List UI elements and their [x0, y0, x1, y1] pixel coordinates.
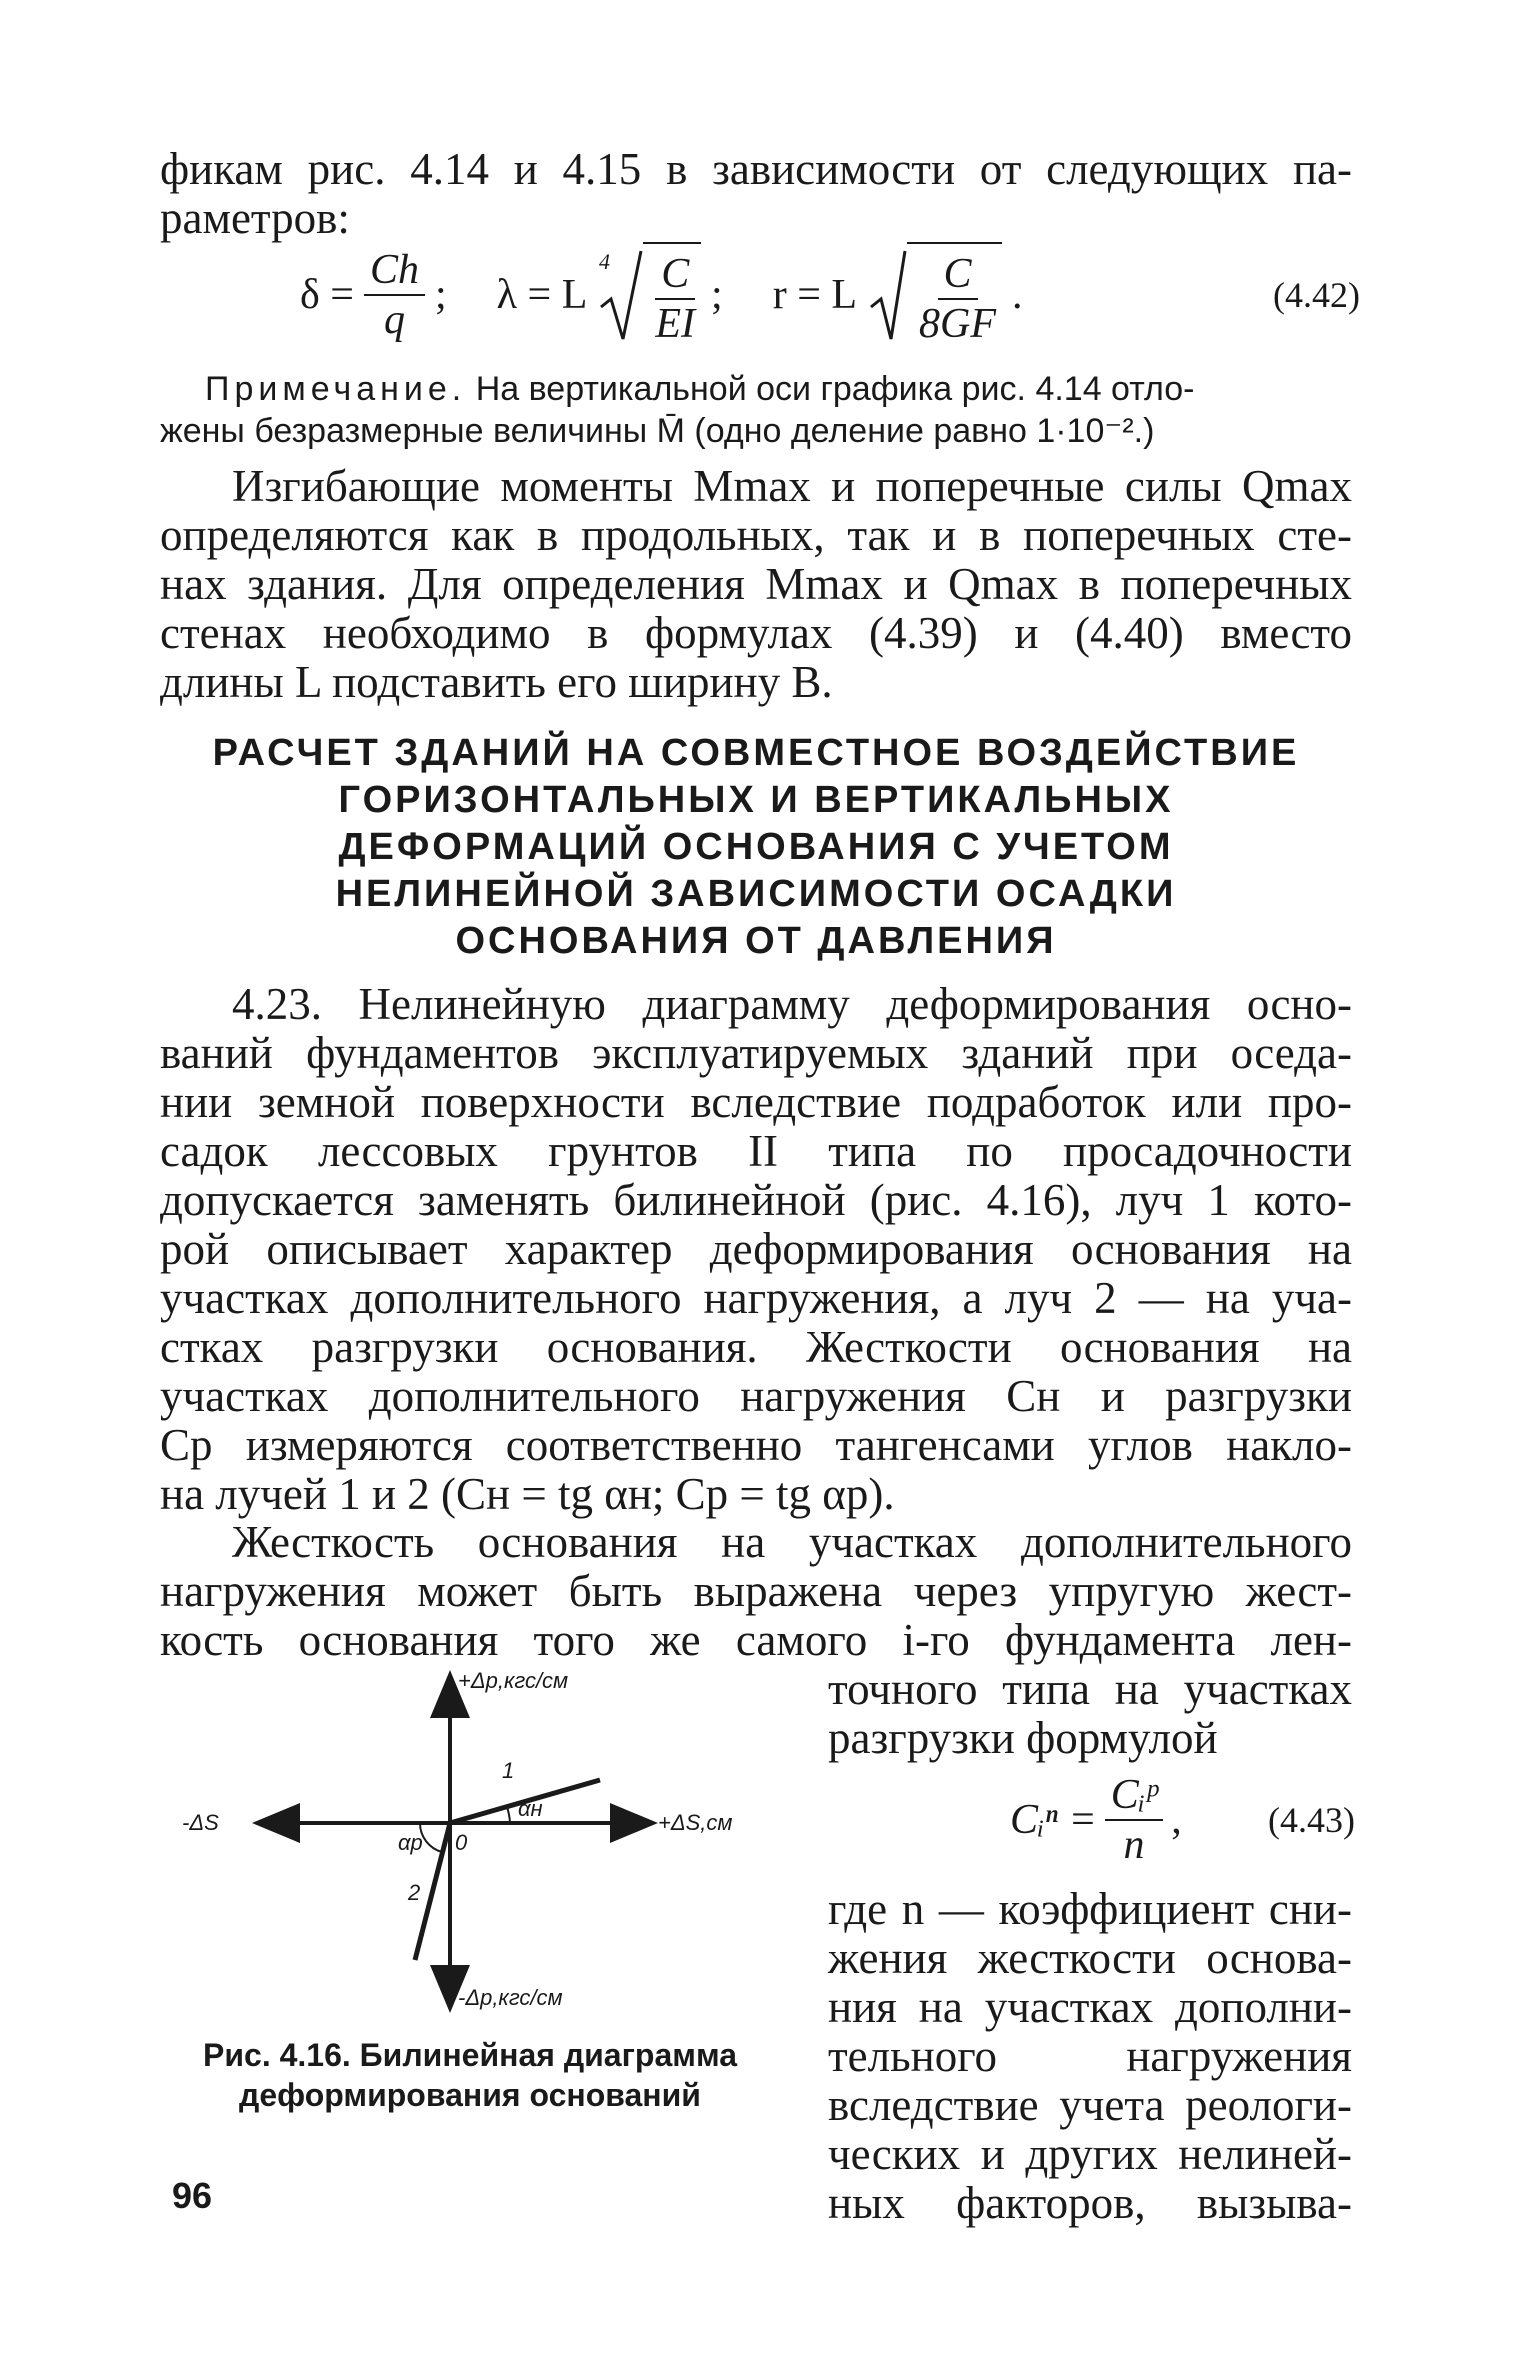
- angle-arc-n: [507, 1807, 510, 1823]
- r-numerator: C: [938, 250, 978, 300]
- f443-fraction: [1105, 1771, 1164, 1869]
- moments-line-2: определяются как в продольных, так и в поперечных сте-: [160, 510, 1352, 560]
- moments-line-3: нах здания. Для определения Mmax и Qmax в поперечных: [160, 559, 1352, 609]
- delta-denominator: q: [383, 297, 405, 343]
- p423-line-3: нии земной поверхности вследствие подработок или про-: [160, 1077, 1352, 1127]
- label-right: +ΔS,см: [658, 1810, 733, 1835]
- figure-caption: [160, 2035, 780, 2115]
- right-bottom-line-6: ческих и других нелиней-: [828, 2129, 1352, 2179]
- heading-line-5: ОСНОВАНИЯ ОТ ДАВЛЕНИЯ: [455, 920, 1057, 962]
- heading-line-1: РАСЧЕТ ЗДАНИЙ НА СОВМЕСТНОЕ ВОЗДЕЙСТВИЕ: [212, 732, 1300, 774]
- lambda-lhs: λ = L: [496, 272, 588, 318]
- page-number: 96: [172, 2175, 213, 2216]
- right-top-line-1: точного типа на участках: [828, 1664, 1352, 1714]
- lambda-denominator: EI: [655, 301, 696, 347]
- intro-paragraph: [160, 145, 1352, 243]
- note-line-2: жены безразмерные величины M̄ (одно деление равно 1·10⁻².): [160, 412, 1155, 450]
- heading-line-2: ГОРИЗОНТАЛЬНЫХ И ВЕРТИКАЛЬНЫХ: [338, 779, 1174, 821]
- p423-line-6: рой описывает характер деформирования основания на: [160, 1224, 1352, 1274]
- angle-arc-p: [420, 1823, 442, 1852]
- section-heading: [160, 730, 1352, 965]
- moments-line-1: Изгибающие моменты Mmax и поперечные силы Qmax: [232, 461, 1352, 511]
- paragraph-moments: [160, 462, 1352, 707]
- heading-line-4: НЕЛИНЕЙНОЙ ЗАВИСИМОСТИ ОСАДКИ: [335, 873, 1177, 915]
- stiffness-line-3: кость основания того же самого i-го фундамента лен-: [160, 1615, 1352, 1665]
- stiffness-line-2: нагружения может быть выражена через упругую жест-: [160, 1566, 1352, 1616]
- delta-numerator: Ch: [364, 246, 425, 296]
- right-column-top: [828, 1665, 1352, 1763]
- f443-numerator: Cᵢᵖ: [1105, 1771, 1164, 1821]
- p423-line-10: Cр измеряются соответственно тангенсами углов накло-: [160, 1420, 1352, 1470]
- label-ray-1: 1: [502, 1758, 515, 1783]
- right-bottom-line-3: ния на участках дополни-: [828, 1982, 1352, 2032]
- lambda-numerator: C: [655, 250, 695, 300]
- label-ray-2: 2: [408, 1880, 421, 1905]
- label-bottom: -Δp,кгс/см: [458, 1985, 563, 2010]
- paragraph-stiffness: [160, 1518, 1352, 1665]
- formula-4-43: [1010, 1765, 1355, 1875]
- p423-line-7: участках дополнительного нагружения, а луч 2 — на уча-: [160, 1273, 1352, 1323]
- label-alpha-n: αн: [518, 1796, 543, 1821]
- f443-end: ,: [1171, 1797, 1182, 1843]
- f443-denominator: n: [1123, 1822, 1145, 1868]
- separator-2: ;: [711, 272, 723, 318]
- right-bottom-line-5: вследствие учета реологи-: [828, 2080, 1352, 2130]
- paragraph-4-23: [160, 980, 1352, 1519]
- right-bottom-line-4: тельного нагружения: [828, 2031, 1352, 2081]
- lambda-root: [597, 242, 701, 348]
- label-top: +Δp,кгс/см: [458, 1668, 569, 1693]
- equation-number-4-43: (4.43): [1268, 1800, 1355, 1840]
- label-left: -ΔS: [182, 1810, 219, 1835]
- caption-line-2: деформирования оснований: [239, 2077, 701, 2113]
- lambda-index: 4: [599, 249, 611, 274]
- label-origin: 0: [455, 1830, 468, 1855]
- p423-line-4: садок лессовых грунтов II типа по просадочности: [160, 1126, 1352, 1176]
- delta-fraction: [364, 246, 425, 344]
- moments-line-5: длины L подставить его ширину B.: [160, 657, 833, 707]
- formula-end: .: [1012, 272, 1023, 318]
- r-denominator: 8GF: [919, 301, 997, 347]
- p423-line-11: на лучей 1 и 2 (Cн = tg αн; Cр = tg αр).: [160, 1469, 895, 1519]
- p423-line-1: 4.23. Нелинейную диаграмму деформирования осно-: [232, 979, 1352, 1029]
- r-root: [867, 242, 1002, 348]
- note-line-1-text: На вертикальной оси графика рис. 4.14 отло-: [475, 370, 1195, 408]
- right-bottom-line-2: жения жесткости основа-: [828, 1933, 1352, 1983]
- p423-line-9: участках дополнительного нагружения Cн и разгрузки: [160, 1371, 1352, 1421]
- right-top-line-2: разгрузки формулой: [828, 1713, 1218, 1763]
- stiffness-line-1: Жесткость основания на участках дополнительного: [232, 1517, 1352, 1567]
- caption-line-1: Рис. 4.16. Билинейная диаграмма: [203, 2037, 737, 2073]
- formula-4-42: [300, 240, 1360, 350]
- equation-number-4-42: (4.42): [1273, 275, 1360, 315]
- note: [160, 368, 1355, 452]
- note-line-1: [205, 368, 1355, 410]
- right-bottom-line-1: где n — коэффициент сни-: [828, 1884, 1352, 1934]
- note-label: Примечание.: [205, 370, 467, 408]
- intro-line-1: фикам рис. 4.14 и 4.15 в зависимости от следующих па-: [160, 144, 1352, 194]
- root-sign-icon: [597, 247, 643, 343]
- r-radicand: [907, 242, 1002, 348]
- delta-lhs: δ =: [300, 272, 354, 318]
- r-lhs: r = L: [772, 272, 858, 318]
- root-sign-icon: [867, 247, 907, 343]
- lambda-radicand: [643, 242, 701, 348]
- bilinear-diagram: [180, 1660, 800, 2020]
- heading-line-3: ДЕФОРМАЦИЙ ОСНОВАНИЯ С УЧЕТОМ: [338, 826, 1174, 868]
- label-alpha-p: αр: [398, 1830, 423, 1855]
- intro-line-2: раметров:: [160, 193, 350, 243]
- moments-line-4: стенах необходимо в формулах (4.39) и (4.40) вместо: [160, 608, 1352, 658]
- separator-1: ;: [435, 272, 447, 318]
- p423-line-8: стках разгрузки основания. Жесткости основания на: [160, 1322, 1352, 1372]
- right-bottom-line-7: ных факторов, вызыва-: [828, 2178, 1352, 2228]
- p423-line-5: допускается заменять билинейной (рис. 4.16), луч 1 кото-: [160, 1175, 1352, 1225]
- right-column-bottom: [828, 1885, 1352, 2228]
- f443-lhs: Cᵢⁿ =: [1010, 1797, 1097, 1843]
- p423-line-2: ваний фундаментов эксплуатируемых зданий при оседа-: [160, 1028, 1352, 1078]
